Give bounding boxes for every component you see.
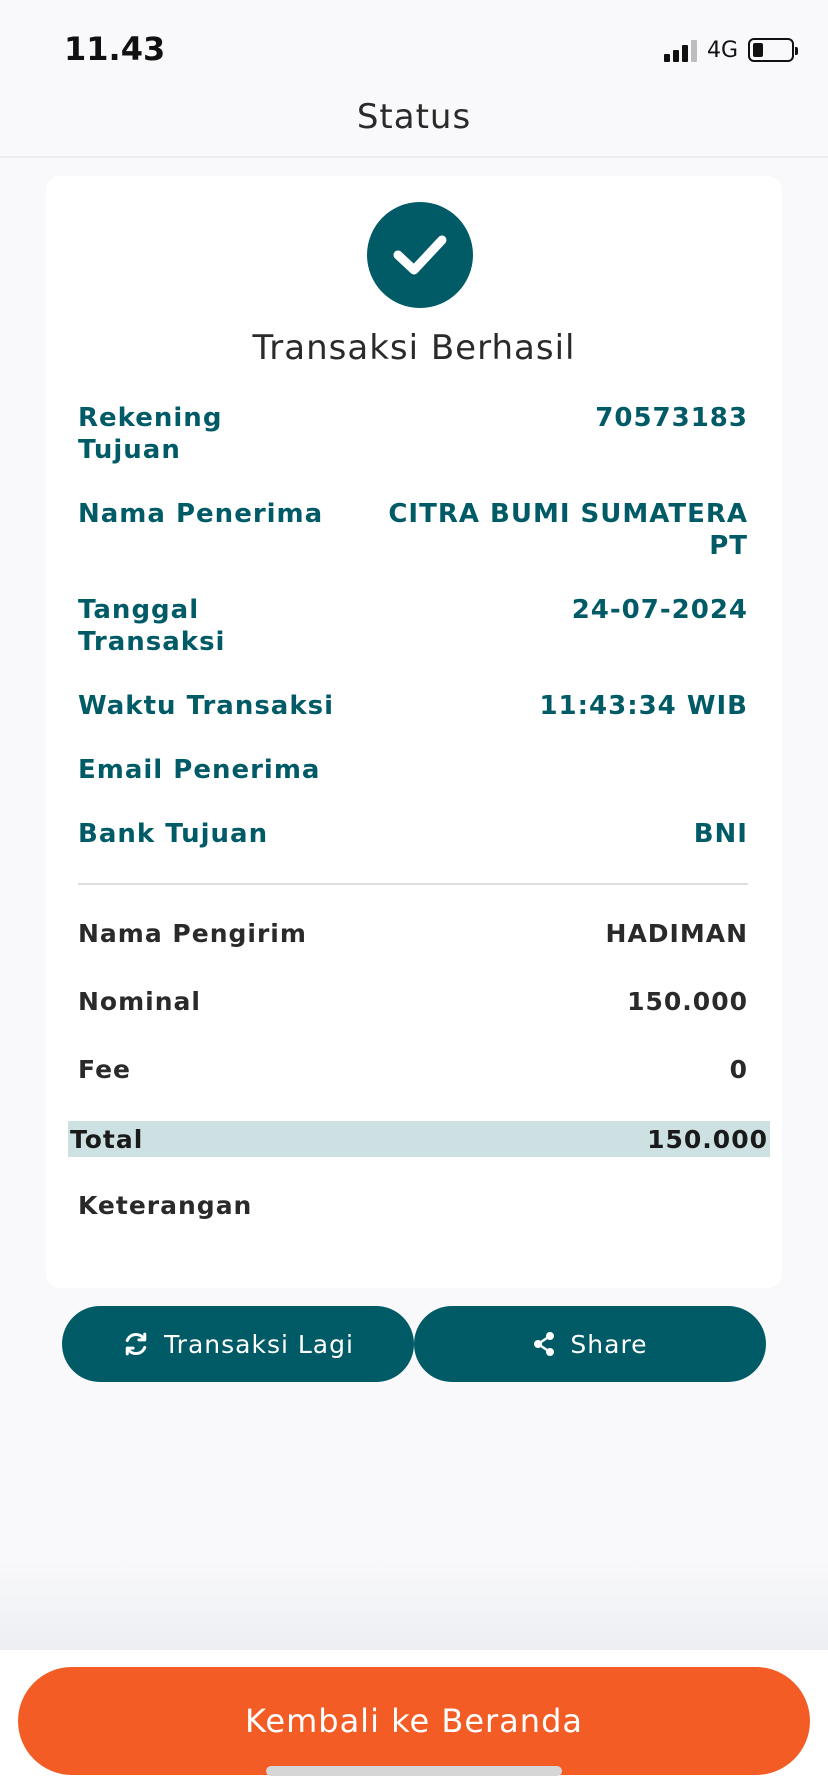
share-button[interactable] (414, 1306, 766, 1382)
summary-row-nama-pengirim (78, 918, 748, 950)
detail-value: 11:43:34 WIB (539, 691, 748, 721)
network-type: 4G (706, 37, 738, 63)
detail-row-nama-penerima (78, 498, 748, 562)
note-row (78, 1190, 748, 1222)
note-label: Keterangan (78, 1191, 253, 1220)
refresh-icon (122, 1330, 150, 1358)
check-icon (367, 202, 473, 308)
status-title: Transaksi Berhasil (252, 328, 576, 368)
summary-row-nominal (78, 986, 748, 1018)
summary-label: Nominal (78, 987, 201, 1016)
battery-icon (748, 38, 794, 62)
detail-row-waktu-transaksi (78, 690, 748, 722)
receipt-card (46, 176, 782, 1288)
detail-label: Bank Tujuan (78, 819, 269, 849)
detail-value: 70573183 (595, 403, 748, 433)
summary-value: 150.000 (627, 987, 748, 1016)
detail-label: Waktu Transaksi (78, 691, 335, 721)
bottom-fade (0, 1560, 828, 1652)
summary-row-fee (78, 1054, 748, 1086)
detail-row-tanggal-transaksi (78, 594, 748, 658)
total-row (70, 1121, 768, 1157)
share-label: Share (570, 1329, 648, 1359)
transaksi-lagi-label: Transaksi Lagi (164, 1329, 354, 1359)
summary-label: Nama Pengirim (78, 919, 307, 948)
share-icon (532, 1331, 556, 1357)
page-header (0, 78, 828, 158)
detail-row-rekening-tujuan (78, 402, 748, 466)
divider (78, 883, 748, 885)
summary-label: Fee (78, 1055, 131, 1084)
total-label: Total (70, 1124, 144, 1154)
detail-row-bank-tujuan (78, 818, 748, 850)
signal-icon (664, 38, 697, 62)
detail-label: Tanggal Transaksi (78, 595, 226, 657)
detail-value: 24-07-2024 (571, 595, 748, 625)
detail-value: BNI (693, 819, 748, 849)
detail-label: Email Penerima (78, 755, 321, 785)
home-indicator (266, 1766, 562, 1776)
kembali-ke-beranda-button[interactable]: Kembali ke Beranda (18, 1667, 810, 1775)
detail-label: Rekening Tujuan (78, 403, 223, 465)
transaksi-lagi-button[interactable] (62, 1306, 414, 1382)
system-icons (664, 36, 794, 64)
detail-value: CITRA BUMI SUMATERA PT (388, 499, 748, 561)
page-title: Status (356, 97, 472, 137)
summary-value: 0 (729, 1055, 748, 1084)
total-value: 150.000 (647, 1124, 768, 1154)
status-time: 11.43 (64, 30, 166, 68)
detail-label: Nama Penerima (78, 499, 324, 529)
summary-value: HADIMAN (605, 919, 748, 948)
detail-row-email-penerima (78, 754, 748, 786)
